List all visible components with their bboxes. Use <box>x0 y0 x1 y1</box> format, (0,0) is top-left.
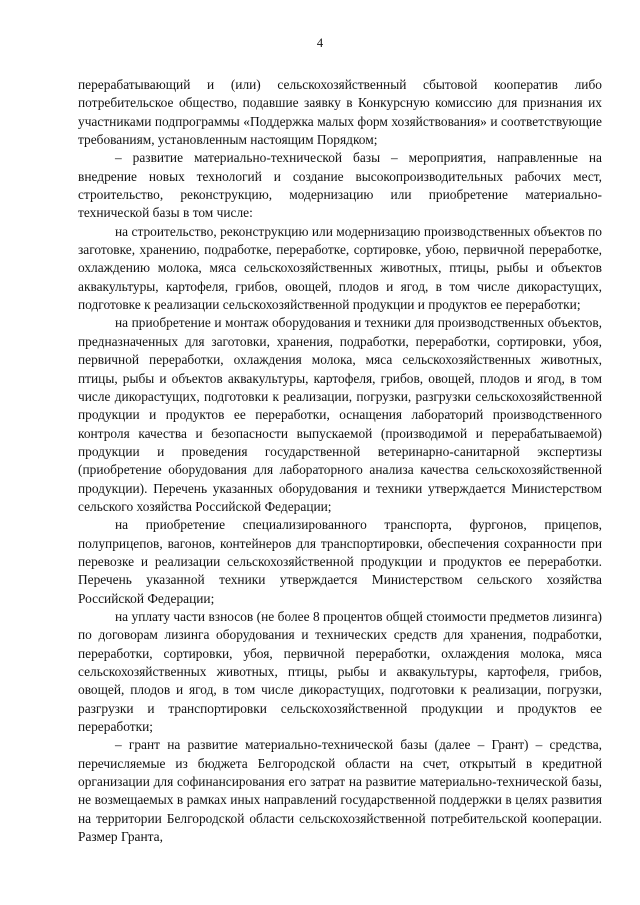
paragraph-special-transport: на приобретение специализированного транспорта, фургонов, прицепов, полуприцепов, вагонов, контейнеров для транспортировки, обеспечения сохранности при перевозке и реализации сельскохозяйственной продукции и продуктов ее переработки. Перечень указанной техники утверждается Министерством сельского хозяйства Российской Федерации; <box>78 517 602 606</box>
document-body <box>78 76 602 846</box>
paragraph-material-base-definition: – развитие материально-технической базы – мероприятия, направленные на внедрение новых технологий и создание высокопроизводительных рабочих мест, строительство, реконструкцию, модернизацию или приобретение материально-технической базы в том числе: <box>78 150 602 221</box>
paragraph-equipment-purchase: на приобретение и монтаж оборудования и техники для производственных объектов, предназначенных для заготовки, хранения, подработки, переработки, сортировки, убоя, первичной переработки, охлаждения молока, мяса сельскохозяйственных животных, птицы, рыбы и объектов аквакультуры, картофеля, грибов, овощей, плодов и ягод, в том числе дикорастущих, подготовки к реализации, погрузки, разгрузки сельскохозяйственной продукции и продуктов ее переработки, оснащения лабораторий производственного контроля качества и безопасности выпускаемой (производимой и перерабатываемой) продукции и проведения государственной ветеринарно-санитарной экспертизы (приобретение оборудования для лабораторного анализа качества сельскохозяйственной продукции). Перечень указанных оборудования и техники утверждается Министерством сельского хозяйства Российской Федерации; <box>78 315 602 514</box>
page-number: 4 <box>316 36 324 50</box>
paragraph-leasing-payments: на уплату части взносов (не более 8 процентов общей стоимости предметов лизинга) по договорам лизинга оборудования и технических средств для хранения, подработки, переработки, сортировки, убоя, первичной переработки, охлаждения молока, мяса сельскохозяйственных животных, птицы, рыбы и аквакультуры, картофеля, грибов, овощей, плодов и ягод, в том числе дикорастущих, подготовки к реализации, погрузки, разгрузки и транспортировки сельскохозяйственной продукции и продуктов ее переработки; <box>78 608 602 735</box>
paragraph-construction-objects: на строительство, реконструкцию или модернизацию производственных объектов по заготовке, хранению, подработке, переработке, сортировке, убою, первичной переработке, охлаждению молока, мяса сельскохозяйственных животных, птицы, рыбы и объектов аквакультуры, картофеля, грибов, овощей, плодов и ягод, в том числе дикорастущих, подготовке к реализации сельскохозяйственной продукции и продуктов ее переработки; <box>78 223 602 313</box>
paragraph-cooperative-definition-continued: перерабатывающий и (или) сельскохозяйственный сбытовой кооператив либо потребительское общество, подавшие заявку в Конкурсную комиссию для признания их участниками подпрограммы «Поддержка малых форм хозяйствования» и соответствующие требованиям, установленным настоящим Порядком; <box>78 77 602 148</box>
paragraph-grant-definition: – грант на развитие материально-технической базы (далее – Грант) – средства, перечисляемые из бюджета Белгородской области на счет, открытый в кредитной организации для софинансирования его затрат на развитие материально-технической базы, не возмещаемых в рамках иных направлений государственной поддержки в целях развития на территории Белгородской области сельскохозяйственной потребительской кооперации. Размер Гранта, <box>78 737 602 845</box>
